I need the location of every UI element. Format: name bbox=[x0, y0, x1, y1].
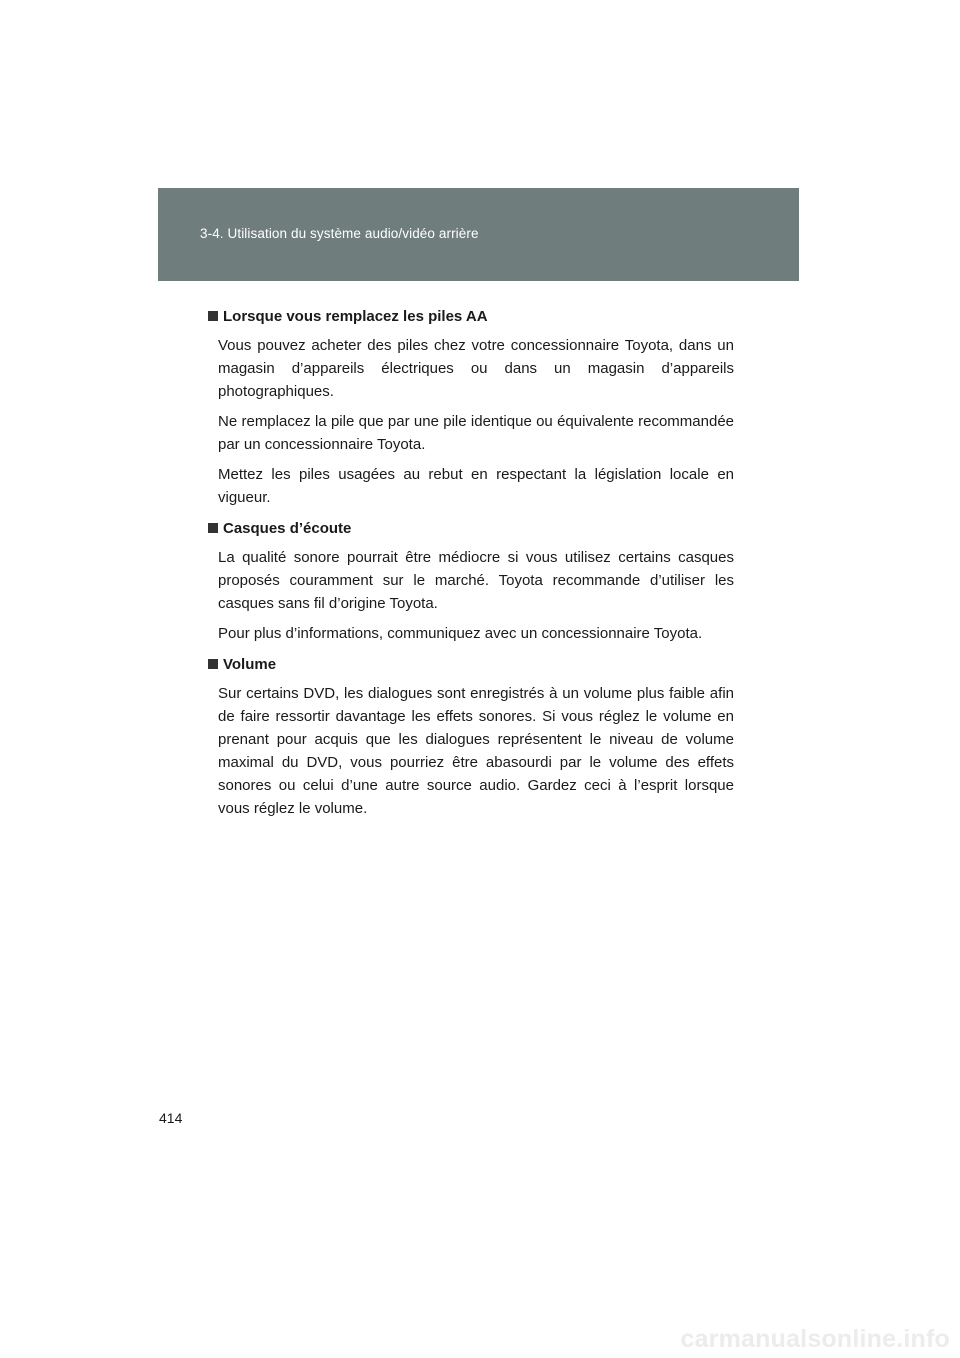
paragraph: La qualité sonore pourrait être médiocre si vous utilisez certains casques proposés couramment sur le marché. Toyota recommande d’utiliser les casques sans fil d’origine Toyota. bbox=[218, 549, 734, 612]
paragraph: Pour plus d’informations, communiquez avec un concessionnaire Toyota. bbox=[218, 625, 703, 642]
paragraph: Vous pouvez acheter des piles chez votre concessionnaire Toyota, dans un magasin d’appareils électriques ou dans un magasin d’appareils photographiques. bbox=[218, 337, 734, 400]
square-bullet-icon bbox=[208, 523, 218, 533]
section-title: 3-4. Utilisation du système audio/vidéo arrière bbox=[200, 226, 479, 241]
paragraph: Mettez les piles usagées au rebut en respectant la législation locale en vigueur. bbox=[218, 466, 734, 506]
page-number: 414 bbox=[159, 1110, 183, 1126]
content bbox=[208, 306, 734, 829]
square-bullet-icon bbox=[208, 311, 218, 321]
section-volume bbox=[208, 654, 734, 820]
section-heading bbox=[208, 654, 734, 676]
section-casques bbox=[208, 518, 734, 645]
section-heading-text: Casques d’écoute bbox=[223, 520, 352, 537]
section-piles-aa bbox=[208, 306, 734, 509]
section-heading-text: Volume bbox=[223, 656, 277, 673]
square-bullet-icon bbox=[208, 659, 218, 669]
paragraph: Sur certains DVD, les dialogues sont enregistrés à un volume plus faible afin de faire ressortir davantage les effets sonores. Si vous réglez le volume en prenant pour acquis que les dialogues représentent le niveau de volume maximal du DVD, vous pourriez être abasourdi par le volume des effets sonores ou celui d’une autre source audio. Gardez ceci à l’esprit lorsque vous réglez le volume. bbox=[218, 685, 734, 817]
watermark-logo: carmanualsonline.info bbox=[680, 1325, 950, 1353]
section-heading bbox=[208, 518, 734, 540]
header-band bbox=[158, 188, 799, 281]
paragraph: Ne remplacez la pile que par une pile identique ou équivalente recommandée par un concessionnaire Toyota. bbox=[218, 413, 734, 453]
section-heading-text: Lorsque vous remplacez les piles AA bbox=[223, 308, 488, 325]
section-heading bbox=[208, 306, 734, 328]
